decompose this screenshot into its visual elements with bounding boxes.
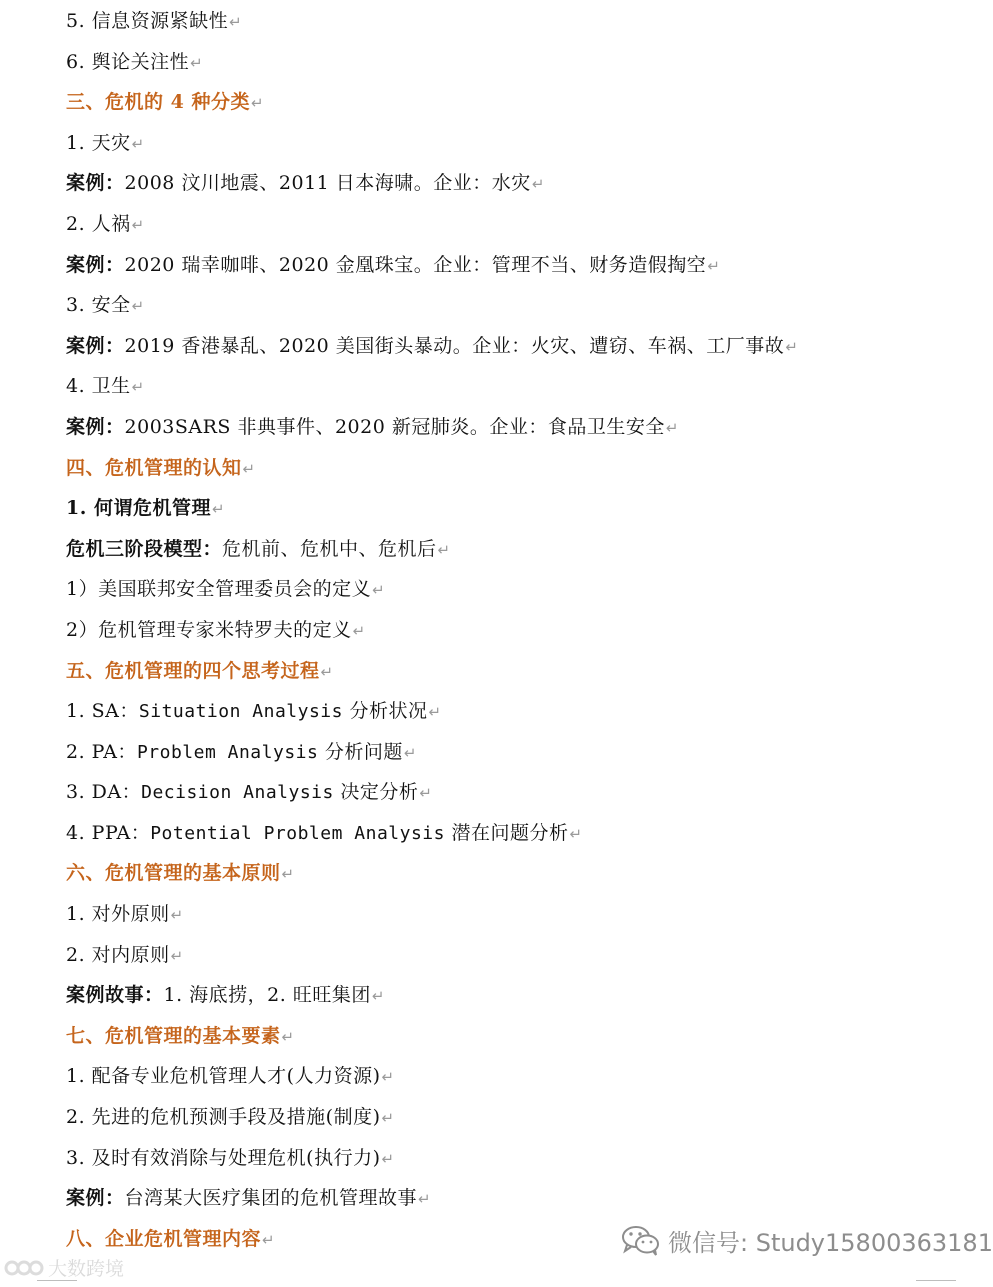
section-heading	[66, 82, 966, 123]
list-item-text: 4. 卫生	[66, 375, 131, 398]
heading-text: 三、危机的 4 种分类	[66, 91, 250, 114]
case-text: 2008 汶川地震、2011 日本海啸。企业：水灾	[124, 172, 531, 195]
heading-text: 六、危机管理的基本原则	[66, 862, 281, 885]
list-item	[66, 1056, 966, 1097]
subheading-text: 1. 何谓危机管理	[66, 497, 211, 520]
list-item	[66, 610, 966, 651]
case-label: 案例：	[66, 1187, 125, 1210]
list-item-suffix: 潜在问题分析	[444, 821, 569, 844]
case-line	[66, 163, 966, 204]
case-text: 2003SARS 非典事件、2020 新冠肺炎。企业：食品卫生安全	[124, 415, 665, 438]
case-text: 2019 香港暴乱、2020 美国街头暴动。企业：火灾、遭窃、车祸、工厂事故	[124, 334, 785, 357]
list-item-text: 6. 舆论关注性	[66, 50, 190, 73]
case-label: 案例故事：	[66, 984, 164, 1007]
paragraph-mark-icon: ↵	[419, 784, 433, 803]
paragraph-mark-icon: ↵	[785, 337, 799, 356]
case-text: 台湾某大医疗集团的危机管理故事	[124, 1187, 418, 1210]
paragraph-mark-icon: ↵	[665, 418, 679, 437]
paragraph-mark-icon: ↵	[131, 134, 145, 153]
paragraph-mark-icon: ↵	[211, 500, 226, 519]
brand-logo-icon	[4, 1256, 44, 1280]
case-line	[66, 326, 966, 367]
list-item	[66, 732, 966, 773]
list-item-text: 2. 人祸	[66, 212, 131, 235]
list-item-english: Potential Problem Analysis	[150, 822, 445, 844]
paragraph-mark-icon: ↵	[381, 1068, 395, 1087]
paragraph-mark-icon: ↵	[190, 53, 204, 72]
list-item	[66, 894, 966, 935]
heading-text: 五、危机管理的四个思考过程	[66, 659, 320, 682]
list-item	[66, 366, 966, 407]
paragraph-mark-icon: ↵	[418, 1190, 432, 1209]
case-line	[66, 529, 966, 570]
paragraph-mark-icon: ↵	[320, 662, 334, 681]
list-item-text: 2）危机管理专家米特罗夫的定义	[66, 618, 352, 641]
list-item-prefix: 2. PA：	[66, 740, 137, 763]
paragraph-mark-icon: ↵	[707, 256, 721, 275]
case-label: 案例：	[66, 415, 125, 438]
list-item-text: 2. 先进的危机预测手段及措施(制度)	[66, 1106, 381, 1129]
list-item-english: Situation Analysis	[138, 701, 343, 723]
list-item-suffix: 分析问题	[318, 740, 403, 763]
paragraph-mark-icon: ↵	[131, 378, 145, 397]
list-item	[66, 691, 966, 732]
list-item-prefix: 3. DA：	[66, 781, 142, 804]
heading-text: 七、危机管理的基本要素	[66, 1024, 281, 1047]
paragraph-mark-icon: ↵	[131, 297, 145, 316]
list-item-english: Decision Analysis	[141, 782, 334, 804]
list-item-text: 2. 对内原则	[66, 943, 170, 966]
wechat-icon	[620, 1223, 662, 1257]
paragraph-mark-icon: ↵	[428, 703, 442, 722]
list-item	[66, 204, 966, 245]
list-item	[66, 1097, 966, 1138]
list-item-text: 1. 对外原则	[66, 903, 170, 926]
paragraph-mark-icon: ↵	[170, 906, 184, 925]
watermark-right-text: 微信号: Study15800363181	[668, 1228, 993, 1257]
case-label: 案例：	[66, 172, 125, 195]
list-item	[66, 772, 966, 813]
list-item	[66, 42, 966, 83]
paragraph-mark-icon: ↵	[229, 13, 243, 31]
list-item-prefix: 4. PPA：	[66, 821, 151, 844]
case-text: 危机前、危机中、危机后	[222, 537, 437, 560]
heading-text: 八、企业危机管理内容	[66, 1227, 262, 1250]
case-label: 案例：	[66, 253, 125, 276]
list-item	[66, 1, 966, 42]
list-item	[66, 285, 966, 326]
paragraph-mark-icon: ↵	[381, 1109, 395, 1128]
paragraph-mark-icon: ↵	[281, 1027, 295, 1046]
paragraph-mark-icon: ↵	[372, 581, 386, 600]
list-item-english: Problem Analysis	[136, 741, 319, 763]
paragraph-mark-icon: ↵	[437, 540, 451, 559]
case-line	[66, 975, 966, 1016]
list-item-suffix: 决定分析	[333, 781, 419, 804]
case-line	[66, 407, 966, 448]
paragraph-mark-icon: ↵	[131, 215, 145, 234]
list-item-prefix: 1. SA：	[66, 700, 139, 723]
case-text: 1. 海底捞，2. 旺旺集团	[163, 984, 371, 1007]
case-label: 案例：	[66, 334, 125, 357]
list-item-text: 1）美国联邦安全管理委员会的定义	[66, 578, 372, 601]
case-text: 2020 瑞幸咖啡、2020 金凰珠宝。企业：管理不当、财务造假掏空	[124, 253, 707, 276]
watermark-left-text: 大数跨境	[48, 1258, 125, 1280]
list-item-text: 1. 配备专业危机管理人才(人力资源)	[66, 1065, 381, 1088]
paragraph-mark-icon: ↵	[250, 94, 265, 113]
case-line	[66, 245, 966, 286]
section-heading	[66, 853, 966, 894]
paragraph-mark-icon: ↵	[242, 459, 256, 478]
list-item-suffix: 分析状况	[342, 700, 428, 723]
list-item	[66, 1138, 966, 1179]
watermark-right	[620, 1222, 993, 1258]
list-item-text: 3. 安全	[66, 294, 131, 317]
paragraph-mark-icon: ↵	[170, 946, 184, 965]
watermark-left	[4, 1254, 124, 1281]
heading-text: 四、危机管理的认知	[66, 456, 242, 479]
list-item	[66, 123, 966, 164]
case-line	[66, 1178, 966, 1219]
case-label: 危机三阶段模型：	[66, 537, 223, 560]
section-heading	[66, 651, 966, 692]
section-heading	[66, 448, 966, 489]
list-item	[66, 935, 966, 976]
list-item-text: 3. 及时有效消除与处理危机(执行力)	[66, 1146, 381, 1169]
list-item-text: 1. 天灾	[66, 131, 131, 154]
section-heading	[66, 1016, 966, 1057]
subheading	[66, 488, 966, 529]
paragraph-mark-icon: ↵	[381, 1149, 395, 1168]
list-item	[66, 569, 966, 610]
paragraph-mark-icon: ↵	[281, 865, 295, 884]
paragraph-mark-icon: ↵	[371, 987, 385, 1006]
list-item-text: 5. 信息资源紧缺性	[66, 10, 229, 32]
paragraph-mark-icon: ↵	[352, 621, 366, 640]
paragraph-mark-icon: ↵	[531, 175, 545, 194]
paragraph-mark-icon: ↵	[569, 824, 583, 843]
list-item	[66, 813, 966, 854]
paragraph-mark-icon: ↵	[262, 1230, 276, 1249]
document-body	[66, 0, 966, 1259]
paragraph-mark-icon: ↵	[403, 743, 417, 762]
